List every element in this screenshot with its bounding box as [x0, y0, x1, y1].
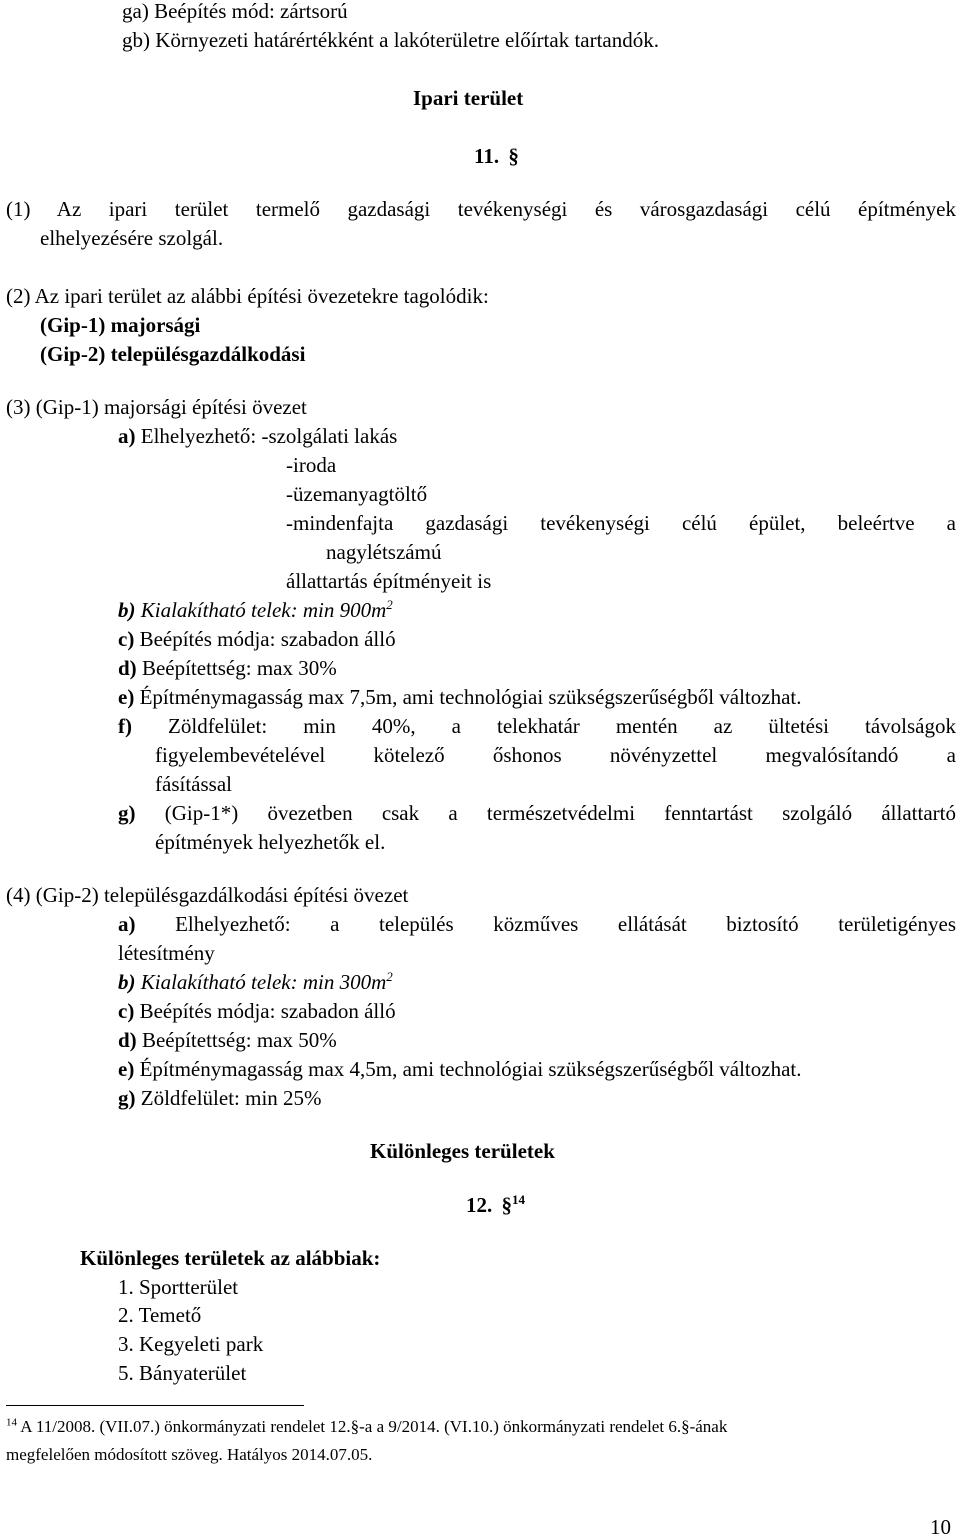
kulonleges-list-title: Különleges területek az alábbiak: — [80, 1246, 381, 1270]
p4b-label: b) — [118, 970, 136, 994]
p4b-text: Kialakítható telek: min 300m — [135, 970, 387, 994]
p4a-line1 — [118, 911, 956, 937]
p3b-label: b) — [118, 598, 136, 622]
footnote-line1 — [6, 1416, 727, 1438]
p4c-label: c) — [118, 999, 135, 1023]
p3a-item-mindenfajta: -mindenfajta gazdasági tevékenységi célú épület, beleértve a — [286, 511, 956, 535]
p3c-text: Beépítés módja: szabadon álló — [134, 627, 396, 651]
p3c-label: c) — [118, 627, 135, 651]
p3g-text1: (Gip-1*) övezetben csak a természetvédelmi fenntartást szolgáló állattartó — [135, 801, 956, 825]
p4-intro: (4) (Gip-2) településgazdálkodási építési övezet — [6, 883, 409, 907]
p3b-text: Kialakítható telek: min 900m — [135, 598, 387, 622]
p2-zone-gip2: (Gip-2) településgazdálkodási — [40, 342, 306, 366]
p4d-label: d) — [118, 1028, 137, 1052]
paragraph-number-12 — [466, 1192, 525, 1218]
p4e-label: e) — [118, 1057, 135, 1081]
p4b-sup: 2 — [386, 969, 393, 984]
section-sign-icon: § — [350, 1417, 360, 1436]
p1-line1: (1) Az ipari terület termelő gazdasági tevékenységi és városgazdasági célú építmények — [6, 197, 956, 221]
section-sign-icon: § — [501, 1193, 512, 1217]
item-gb: gb) Környezeti határértékként a lakóterületre előírtak tartandók. — [122, 28, 659, 52]
p3a-item-allattartas: állattartás építményeit is — [286, 569, 492, 593]
p3f-line1 — [118, 713, 956, 739]
paragraph-number: 12. — [466, 1193, 493, 1217]
p3b — [118, 597, 393, 623]
footnote-separator — [6, 1405, 304, 1406]
section-sign-icon: § — [508, 144, 519, 168]
p3d — [118, 655, 337, 681]
p4a-text1: Elhelyezhető: a település közműves ellátását biztosító területigényes — [135, 912, 956, 936]
p2-zone-gip1: (Gip-1) majorsági — [40, 313, 201, 337]
p3g-line1 — [118, 800, 956, 826]
p3e-text: Építménymagasság max 7,5m, ami technológiai szükségszerűségből változhat. — [134, 685, 802, 709]
section-heading-kulonleges: Különleges területek — [370, 1139, 555, 1163]
p4d-text: Beépítettség: max 50% — [136, 1028, 337, 1052]
footnote-ref-14[interactable]: 14 — [512, 1192, 525, 1207]
kulonleges-item-3: 3. Kegyeleti park — [118, 1332, 264, 1356]
p4c-text: Beépítés módja: szabadon álló — [134, 999, 396, 1023]
p2-intro: (2) Az ipari terület az alábbi építési övezetekre tagolódik: — [6, 284, 489, 308]
p4b — [118, 969, 393, 995]
p3c — [118, 626, 396, 652]
paragraph-number: 11. — [474, 144, 500, 168]
footnote-text-a: A 11/2008. (VII.07.) önkormányzati rendelet 12. — [17, 1417, 351, 1436]
p3g-label: g) — [118, 801, 136, 825]
p1-line2: elhelyezésére szolgál. — [40, 226, 224, 250]
p4d — [118, 1027, 337, 1053]
p3f-label: f) — [118, 714, 132, 738]
p3d-text: Beépítettség: max 30% — [136, 656, 337, 680]
p4a-line2: létesítmény — [118, 941, 215, 965]
p4e-text: Építménymagasság max 4,5m, ami technológiai szükségszerűségből változhat. — [134, 1057, 802, 1081]
page-number: 10 — [930, 1515, 951, 1539]
p4g-text: Zöldfelület: min 25% — [135, 1086, 322, 1110]
kulonleges-item-2: 2. Temető — [118, 1303, 202, 1327]
p3f-line3: fásítással — [155, 772, 232, 796]
p3a-item-uzemanyag: -üzemanyagtöltő — [286, 482, 428, 506]
p4c — [118, 998, 396, 1024]
paragraph-number-11 — [474, 143, 519, 169]
p3f-line2: figyelembevételével kötelező őshonos növényzettel megvalósítandó a — [155, 743, 956, 767]
footnote-text-c: -ának — [689, 1417, 728, 1436]
p3a-item-nagyletszamu: nagylétszámú — [326, 540, 442, 564]
footnote-text-b: -a a 9/2014. (VI.10.) önkormányzati rendelet 6. — [359, 1417, 682, 1436]
footnote-mark: 14 — [6, 1416, 17, 1429]
p4g — [118, 1085, 322, 1111]
p4a-label: a) — [118, 912, 136, 936]
p3g-line2: építmények helyezhetők el. — [155, 830, 386, 854]
section-heading-ipari: Ipari terület — [413, 86, 524, 110]
p3e-label: e) — [118, 685, 135, 709]
p3b-sup: 2 — [386, 597, 393, 612]
p3f-text1: Zöldfelület: min 40%, a telekhatár mentén az ültetési távolságok — [132, 714, 956, 738]
footnote-line2: megfelelően módosított szöveg. Hatályos 2014.07.05. — [6, 1445, 373, 1464]
p3d-label: d) — [118, 656, 137, 680]
section-sign-icon: § — [681, 1417, 690, 1436]
p4e — [118, 1056, 802, 1082]
p3a-text: Elhelyezhető: -szolgálati lakás — [135, 424, 398, 448]
kulonleges-item-4: 5. Bányaterület — [118, 1361, 247, 1385]
p4g-label: g) — [118, 1086, 136, 1110]
kulonleges-item-1: 1. Sportterület — [118, 1275, 239, 1299]
p3a — [118, 423, 397, 449]
p3a-item-iroda: -iroda — [286, 453, 337, 477]
p3e — [118, 684, 802, 710]
p3-intro: (3) (Gip-1) majorsági építési övezet — [6, 395, 307, 419]
p3a-label: a) — [118, 424, 136, 448]
item-ga: ga) Beépítés mód: zártsorú — [122, 0, 348, 23]
